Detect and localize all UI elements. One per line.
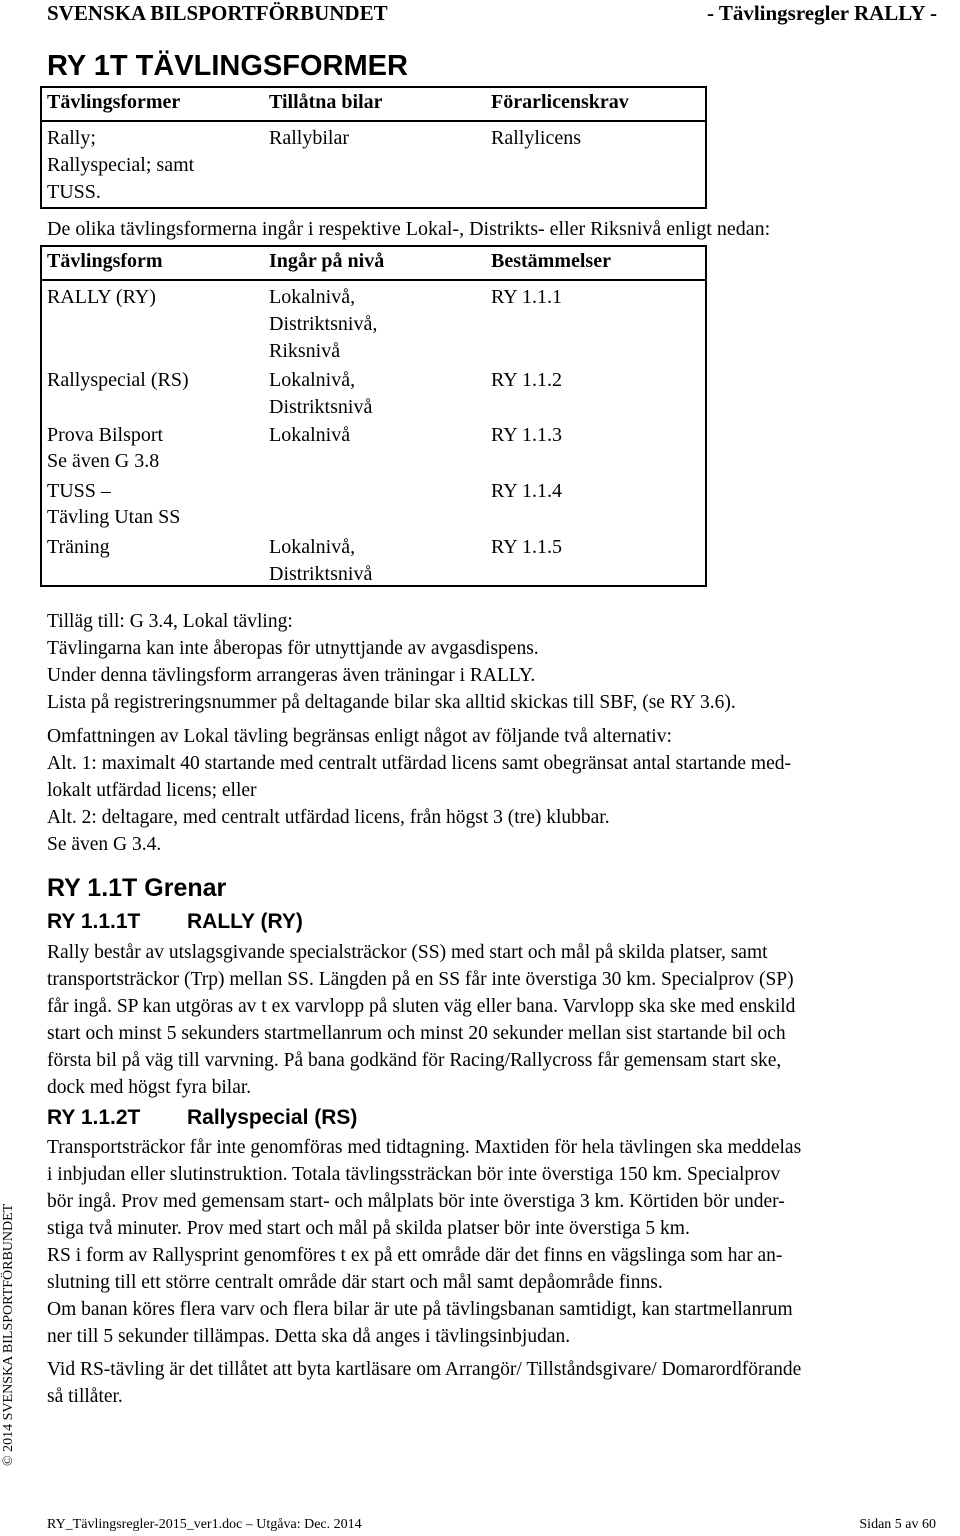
- scope-block: [47, 723, 937, 858]
- table2-cell-level: Lokalnivå,: [269, 286, 356, 308]
- note-line: Omfattningen av Lokal tävling begränsas enligt något av följande två alternativ:: [47, 726, 672, 747]
- paragraph-line: slutning till ett större centralt område där start och mål samt depåområde finns.: [47, 1272, 663, 1293]
- table2-cell-level: Distriktsnivå: [269, 563, 373, 585]
- table2-cell-level: Lokalnivå,: [269, 369, 356, 391]
- paragraph-line: får ingå. SP kan utgöras av t ex varvlopp på sluten väg eller bana. Varvlopp ska ske med enskild: [47, 996, 796, 1017]
- table2-cell-rule: RY 1.1.2: [491, 369, 562, 391]
- paragraph-line: bör ingå. Prov med gemensam start- och målplats bör inte överstiga 3 km. Körtiden bör under-: [47, 1191, 785, 1212]
- table2-cell-form: RALLY (RY): [47, 286, 156, 308]
- paragraph-line: så tillåter.: [47, 1386, 123, 1407]
- paragraph-line: start och minst 5 sekunders startmellanrum och minst 20 sekunder mellan sist startande bil och: [47, 1023, 786, 1044]
- paragraph-line: Vid RS-tävling är det tillåtet att byta kartläsare om Arrangör/ Tillståndsgivare/ Domarordförande: [47, 1359, 802, 1380]
- table1-header-forms: Tävlingsformer: [47, 91, 181, 113]
- table2-cell-level: Riksnivå: [269, 340, 341, 362]
- table2-cell-level: Distriktsnivå: [269, 396, 373, 418]
- footer-filename: RY_Tävlingsregler-2015_ver1.doc – Utgåva: Dec. 2014: [47, 1517, 362, 1532]
- intro-text: De olika tävlingsformerna ingår i respektive Lokal-, Distrikts- eller Riksnivå enligt nedan:: [47, 218, 771, 240]
- rs-section-name: Rallyspecial (RS): [187, 1106, 358, 1129]
- table2-cell-rule: RY 1.1.4: [491, 480, 562, 502]
- note-line: Alt. 2: deltagare, med centralt utfärdad licens, från högst 3 (tre) klubbar.: [47, 807, 610, 828]
- table-divider: [40, 120, 707, 122]
- note-line: Tilläg till: G 3.4, Lokal tävling:: [47, 611, 293, 632]
- paragraph-line: i inbjudan eller slutinstruktion. Totala tävlingssträckan bör inte överstiga 150 km. Specialprov: [47, 1164, 781, 1185]
- note-line: Under denna tävlingsform arrangeras även träningar i RALLY.: [47, 665, 536, 686]
- note-line: Lista på registreringsnummer på deltagande bilar ska alltid skickas till SBF, (se RY 3.6).: [47, 692, 736, 713]
- table2-cell-rule: RY 1.1.3: [491, 424, 562, 446]
- paragraph-line: Transportsträckor får inte genomföras med tidtagning. Maxtiden för hela tävlingen ska meddelas: [47, 1137, 802, 1158]
- paragraph-line: Rally består av utslagsgivande specialsträckor (SS) med start och mål på skilda platser, samt: [47, 942, 768, 963]
- table2-cell-form: Träning: [47, 536, 110, 558]
- rally-section-number: RY 1.1.1T: [47, 910, 141, 933]
- section-title: RY 1T TÄVLINGSFORMER: [47, 50, 408, 82]
- header-org: SVENSKA BILSPORTFÖRBUNDET: [47, 1, 388, 25]
- table2-header-rules: Bestämmelser: [491, 250, 611, 272]
- paragraph-line: ner till 5 sekunder tillämpas. Detta ska då anges i tävlingsinbjudan.: [47, 1326, 571, 1347]
- paragraph-line: stiga två minuter. Prov med start och mål på skilda platser bör inte överstiga 5 km.: [47, 1218, 690, 1239]
- table1-header-license: Förarlicenskrav: [491, 91, 629, 113]
- table2-cell-rule: RY 1.1.5: [491, 536, 562, 558]
- table1-cell-form: Rally;: [47, 127, 96, 149]
- header-doc-title: - Tävlingsregler RALLY -: [706, 1, 937, 25]
- rally-paragraph: [47, 939, 937, 1101]
- paragraph-line: transportsträckor (Trp) mellan SS. Längden på en SS får inte överstiga 30 km. Specialprov (SP): [47, 969, 794, 990]
- table2-cell-level: Lokalnivå,: [269, 536, 356, 558]
- table2-cell-form: Se även G 3.8: [47, 450, 160, 472]
- rs-paragraph-2: [47, 1356, 937, 1410]
- rally-section-name: RALLY (RY): [187, 910, 303, 933]
- table2-cell-form: Prova Bilsport: [47, 424, 164, 446]
- table1-cell-form: TUSS.: [47, 181, 101, 203]
- table2-cell-level: Lokalnivå: [269, 424, 351, 446]
- table-divider: [40, 279, 707, 281]
- paragraph-line: första bil på väg till varvning. På bana godkänd för Racing/Rallycross får gemensam start ske,: [47, 1050, 782, 1071]
- side-copyright: © 2014 SVENSKA BILSPORTFÖRBUNDET: [1, 1203, 16, 1466]
- table2-cell-level: Distriktsnivå,: [269, 313, 378, 335]
- table2-cell-form: Rallyspecial (RS): [47, 369, 189, 391]
- grenar-title: RY 1.1T Grenar: [47, 874, 227, 902]
- paragraph-line: RS i form av Rallysprint genomföres t ex på ett område där det finns en vägslinga som har an-: [47, 1245, 783, 1266]
- note-line: Se även G 3.4.: [47, 834, 162, 855]
- table2-cell-rule: RY 1.1.1: [491, 286, 562, 308]
- table1-cell-form: Rallyspecial; samt: [47, 154, 195, 176]
- table2-cell-form: TUSS –: [47, 480, 111, 502]
- note-line: Tävlingarna kan inte åberopas för utnyttjande av avgasdispens.: [47, 638, 539, 659]
- table2-header-form: Tävlingsform: [47, 250, 163, 272]
- table2-cell-form: Tävling Utan SS: [47, 506, 181, 528]
- note-line: Alt. 1: maximalt 40 startande med centralt utfärdad licens samt obegränsat antal startande med-: [47, 753, 791, 774]
- note-line: lokalt utfärdad licens; eller: [47, 780, 257, 801]
- footer-page-number: Sidan 5 av 60: [859, 1517, 936, 1532]
- table2-header-level: Ingår på nivå: [269, 250, 385, 272]
- table1-header-cars: Tillåtna bilar: [269, 91, 383, 113]
- notes-block: [47, 608, 937, 716]
- rs-section-number: RY 1.1.2T: [47, 1106, 141, 1129]
- table1-cell-license: Rallylicens: [491, 127, 581, 149]
- paragraph-line: Om banan köres flera varv och flera bilar är ute på tävlingsbanan samtidigt, kan startmellanrum: [47, 1299, 793, 1320]
- paragraph-line: dock med högst fyra bilar.: [47, 1077, 252, 1098]
- table1-cell-cars: Rallybilar: [269, 127, 349, 149]
- rs-paragraph: [47, 1134, 937, 1350]
